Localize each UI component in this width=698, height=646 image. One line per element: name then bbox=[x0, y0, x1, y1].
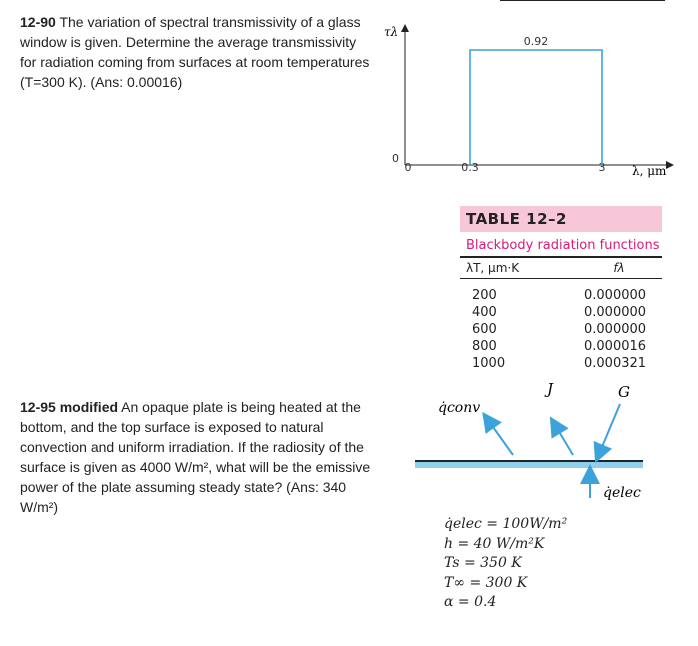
x-tick-0: 0 bbox=[404, 161, 412, 174]
f-lambda-cell: 0.000321 bbox=[584, 356, 647, 371]
table-header-row bbox=[460, 258, 662, 278]
col-f-lambda: fλ bbox=[613, 261, 625, 275]
table-row bbox=[460, 338, 662, 355]
label-j: J bbox=[547, 382, 554, 398]
label-g: G bbox=[618, 383, 630, 401]
f-lambda-cell: 0.000000 bbox=[584, 322, 647, 337]
problem-text: An opaque plate is being heated at the bottom, and the top surface is exposed to natural convection and uniform irradiation. If the radiosity of the surface is given as 4000 W/m², what will be the emissive power of the plate assuming steady state? (Ans: 340 W/m²) bbox=[20, 399, 371, 515]
table-body bbox=[460, 287, 662, 372]
problem-number: 12-95 modified bbox=[20, 399, 119, 415]
y-axis-label: τλ bbox=[384, 25, 399, 39]
lambda-t-cell: 200 bbox=[472, 288, 497, 303]
problem-12-90 bbox=[20, 12, 370, 92]
table-rule bbox=[460, 278, 662, 279]
y-tick-0: 0 bbox=[392, 152, 399, 165]
x-axis-label: λ, μm bbox=[632, 164, 667, 178]
label-q-conv: q̇conv bbox=[438, 400, 481, 416]
convection-arrow bbox=[488, 420, 513, 455]
problem-12-95 bbox=[20, 397, 375, 517]
value-label: 0.92 bbox=[523, 35, 549, 48]
table-row bbox=[460, 355, 662, 372]
lambda-t-cell: 800 bbox=[472, 339, 497, 354]
table-subtitle: Blackbody radiation functions bbox=[466, 238, 660, 253]
label-q-elec: q̇elec bbox=[603, 485, 641, 501]
lambda-t-cell: 600 bbox=[472, 322, 497, 337]
problem-text: The variation of spectral transmissivity of a glass window is given. Determine the average transmissivity for radiation coming from surfaces at room temperatures (T=300 K). (Ans: 0.00016) bbox=[20, 14, 370, 90]
table-row bbox=[460, 304, 662, 321]
problem-number: 12-90 bbox=[20, 14, 56, 30]
irradiation-arrow bbox=[599, 404, 620, 454]
plate-diagram bbox=[410, 382, 660, 507]
given-h: h = 40 W/m²K bbox=[444, 535, 545, 552]
radiosity-arrow bbox=[555, 425, 573, 455]
table-row bbox=[460, 321, 662, 338]
given-values bbox=[444, 515, 567, 613]
x-tick-0.3: 0.3 bbox=[461, 161, 479, 174]
given-q-elec: q̇elec = 100W/m² bbox=[444, 516, 568, 532]
table-row bbox=[460, 287, 662, 304]
given-alpha: α = 0.4 bbox=[444, 594, 497, 610]
given-t-inf: T∞ = 300 K bbox=[444, 574, 528, 591]
x-tick-3: 3 bbox=[598, 161, 606, 174]
transmissivity-series bbox=[470, 50, 602, 165]
top-rule bbox=[500, 0, 665, 1]
plate bbox=[415, 461, 643, 468]
f-lambda-cell: 0.000000 bbox=[584, 305, 647, 320]
transmissivity-chart bbox=[370, 20, 680, 185]
lambda-t-cell: 1000 bbox=[472, 356, 506, 371]
given-ts: Ts = 350 K bbox=[444, 555, 522, 571]
table-title: TABLE 12–2 bbox=[460, 206, 662, 232]
f-lambda-cell: 0.000000 bbox=[584, 288, 647, 303]
lambda-t-cell: 400 bbox=[472, 305, 497, 320]
col-lambda-t: λT, μm·K bbox=[466, 261, 520, 275]
blackbody-table bbox=[460, 206, 662, 372]
f-lambda-cell: 0.000016 bbox=[584, 339, 647, 354]
